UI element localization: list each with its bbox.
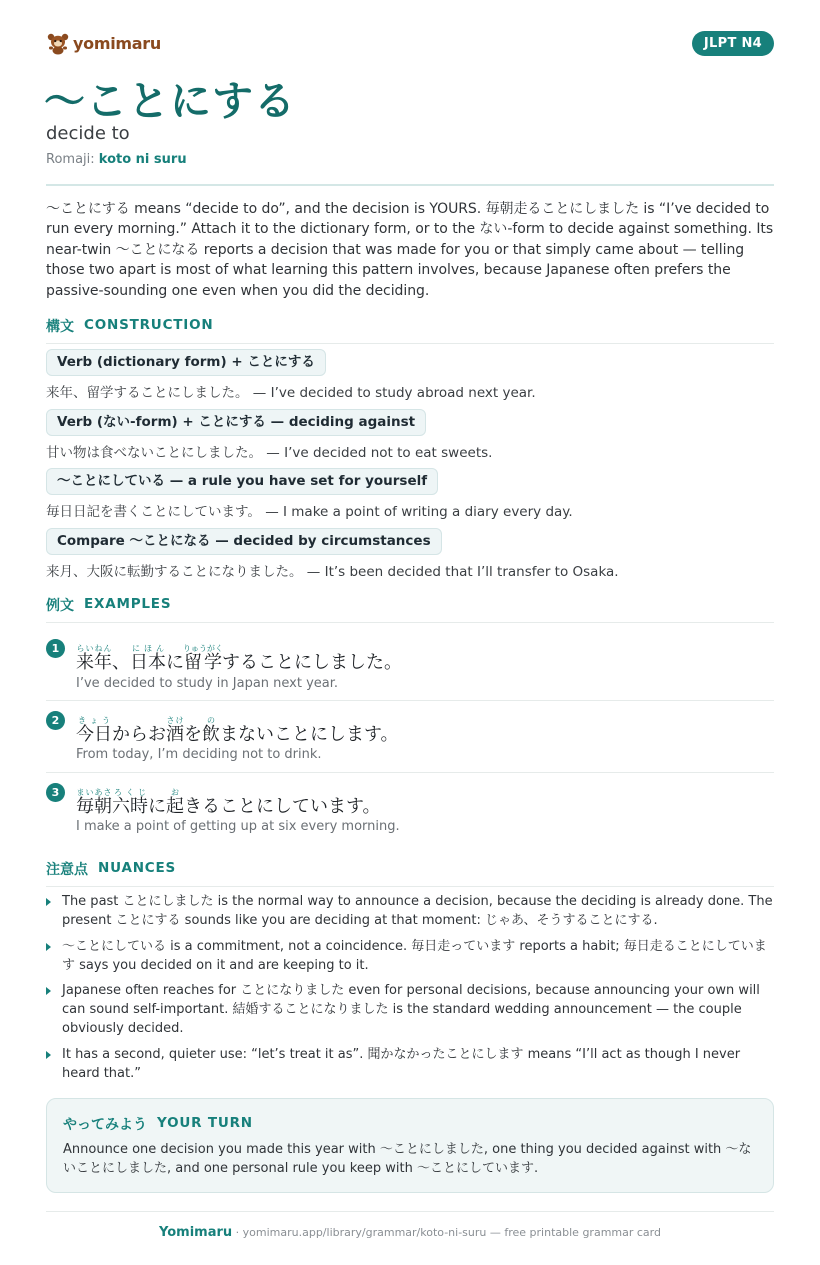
brand-name: yomimaru — [73, 33, 161, 53]
furigana-reading: らいねん — [76, 644, 112, 653]
bullet-triangle-icon — [46, 1051, 51, 1059]
furigana-word: 来年らいねん — [76, 644, 112, 673]
brand[interactable] — [46, 30, 161, 56]
footer-url-text: · yomimaru.app/library/grammar/koto-ni-suru — free printable grammar card — [232, 1226, 661, 1239]
bullet-triangle-icon — [46, 943, 51, 951]
construction-example: 毎日日記を書くことにしています。 — I make a point of writing a diary every day. — [46, 504, 573, 520]
grammar-meaning: decide to — [46, 123, 130, 144]
furigana-reading: にほん — [130, 644, 166, 653]
furigana-reading: さけ — [166, 716, 184, 725]
example-translation: I make a point of getting up at six every morning. — [76, 819, 400, 834]
nuance-item: Japanese often reaches for ことになりました even for personal decisions, because announcing your own will can sound self-important. 結婚することになりました is the standard wedding announcement — the couple obviously decided. — [62, 983, 760, 1036]
sentence-text: を — [184, 724, 202, 745]
footer — [46, 1225, 774, 1240]
furigana-word: 起お — [166, 788, 184, 817]
furigana-reading: ろくじ — [112, 788, 148, 797]
section-title-jp: 例文 — [46, 598, 74, 614]
construction-example: 甘い物は食べないことにしました。 — I’ve decided not to eat sweets. — [46, 445, 493, 461]
section-title-en: EXAMPLES — [84, 596, 172, 612]
sentence-text: まないことにします。 — [220, 724, 399, 745]
furigana-reading: きょう — [76, 716, 112, 725]
example-divider — [46, 700, 774, 701]
construction-example: 来月、大阪に転勤することになりました。 — It’s been decided that I’ll transfer to Osaka. — [46, 564, 619, 580]
example-number: 3 — [46, 783, 65, 802]
grammar-title: 〜ことにする — [44, 77, 296, 125]
nuance-item: 〜ことにしている is a commitment, not a coincidence. 毎日走っています reports a habit; 毎日走ることにしています says you decided on it and are keeping to it. — [62, 939, 767, 973]
bullet-triangle-icon — [46, 987, 51, 995]
construction-pattern: Verb (dictionary form) + ことにする — [46, 349, 326, 376]
example-translation: I’ve decided to study in Japan next year. — [76, 676, 339, 691]
your-turn-heading — [63, 1114, 253, 1134]
example-divider — [46, 772, 774, 773]
sentence-text: に — [148, 796, 166, 817]
your-turn-box — [46, 1098, 774, 1193]
furigana-word: 毎朝まいあさ — [76, 788, 112, 817]
footer-divider — [46, 1211, 774, 1212]
your-turn-title-en: YOUR TURN — [157, 1115, 253, 1131]
header-divider — [46, 184, 774, 186]
example-number: 2 — [46, 711, 65, 730]
jlpt-level-badge: JLPT N4 — [692, 31, 774, 56]
construction-heading — [46, 316, 774, 344]
nuances-heading — [46, 859, 774, 887]
construction-pattern: Compare 〜ことになる — decided by circumstances — [46, 528, 442, 555]
section-title-en: NUANCES — [98, 860, 177, 876]
section-title-jp: 注意点 — [46, 862, 88, 878]
footer-brand[interactable]: Yomimaru — [159, 1225, 233, 1240]
furigana-word: 飲の — [202, 716, 220, 745]
romaji-value: koto ni suru — [98, 152, 187, 167]
sentence-text: きることにしています。 — [184, 796, 381, 817]
construction-pattern: 〜ことにしている — a rule you have set for yourself — [46, 468, 438, 495]
nuance-item: It has a second, quieter use: “let’s treat it as”. 聞かなかったことにします means “I’ll act as though I never heard that.” — [62, 1047, 741, 1081]
example-translation: From today, I’m deciding not to drink. — [76, 747, 322, 762]
sentence-text: 、 — [112, 652, 130, 673]
examples-heading — [46, 595, 774, 623]
example-japanese — [76, 788, 381, 817]
example-japanese — [76, 644, 402, 673]
tanuki-mascot-icon — [46, 31, 70, 55]
furigana-word: 酒さけ — [166, 716, 184, 745]
your-turn-title-jp: やってみよう — [63, 1117, 147, 1133]
intro-paragraph: 〜ことにする means “decide to do”, and the decision is YOURS. 毎朝走ることにしました is “I’ve decided to run every morning.” Attach it to the dictionary form, or to the ない-form to decide against something. Its near-twin 〜ことになる reports a decision that was made for you or that simply came about — telling those two apart is most of what learning this pattern involves, because Japanese often prefers the passive-sounding one even when you did the deciding. — [46, 201, 774, 299]
romaji-line — [46, 152, 187, 167]
construction-example: 来年、留学することにしました。 — I’ve decided to study abroad next year. — [46, 385, 536, 401]
nuance-item: The past ことにしました is the normal way to announce a decision, because the deciding is already done. The present ことにする sounds like you are deciding at that moment: じゃあ、そうすることにする. — [62, 894, 773, 928]
construction-pattern: Verb (ない-form) + ことにする — deciding against — [46, 409, 426, 436]
furigana-word: 留学りゅうがく — [183, 644, 223, 673]
section-title-en: CONSTRUCTION — [84, 317, 214, 333]
furigana-word: 今日きょう — [76, 716, 112, 745]
sentence-text: に — [166, 652, 184, 673]
your-turn-text: Announce one decision you made this year with 〜ことにしました, one thing you decided against with 〜ないことにしました, and one personal rule you keep with 〜ことにしています. — [63, 1142, 752, 1176]
sentence-text: からお — [112, 724, 166, 745]
furigana-reading: お — [166, 788, 184, 797]
example-number: 1 — [46, 639, 65, 658]
example-japanese — [76, 716, 399, 745]
furigana-reading: まいあさ — [76, 788, 112, 797]
section-title-jp: 構文 — [46, 319, 74, 335]
romaji-label: Romaji: — [46, 152, 95, 167]
furigana-word: 日本にほん — [130, 644, 166, 673]
bullet-triangle-icon — [46, 898, 51, 906]
sentence-text: することにしました。 — [222, 652, 402, 673]
furigana-reading: の — [202, 716, 220, 725]
furigana-reading: りゅうがく — [183, 644, 223, 653]
furigana-word: 六時ろくじ — [112, 788, 148, 817]
